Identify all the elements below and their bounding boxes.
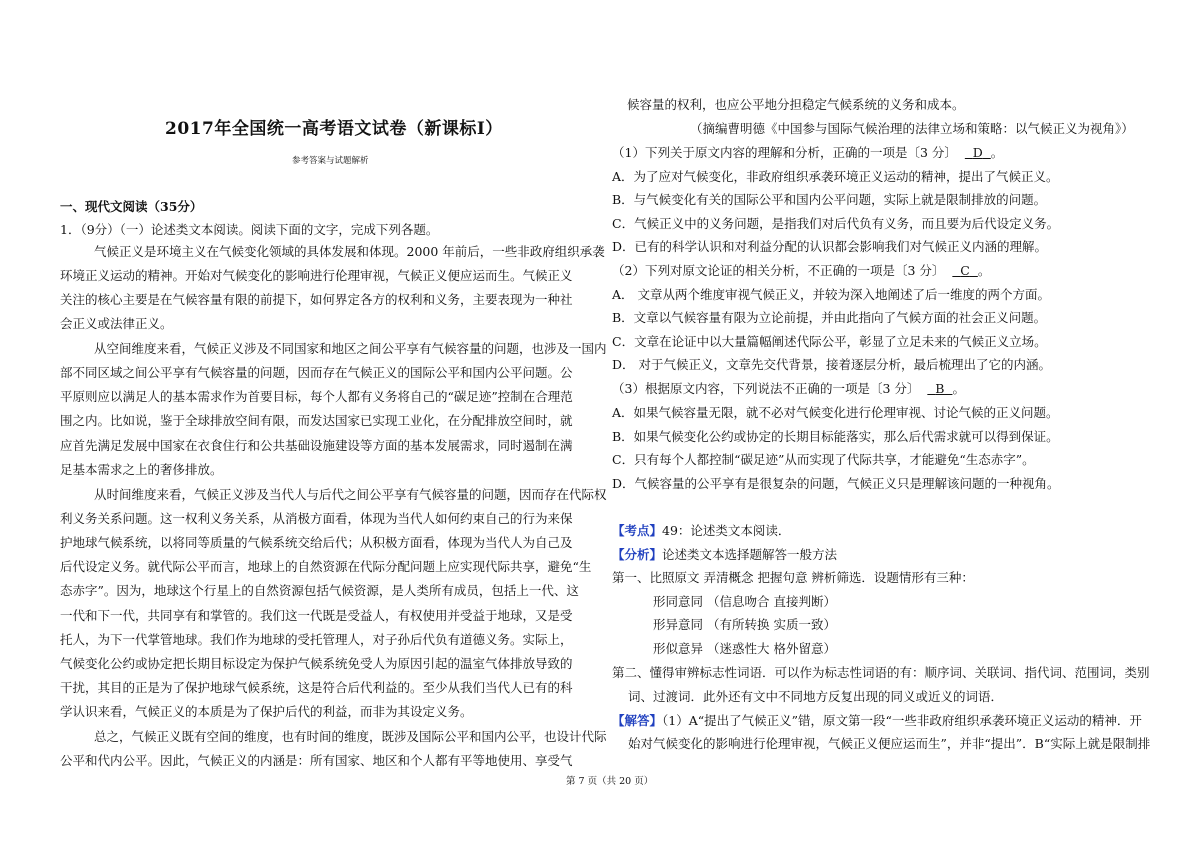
- question-intro: 1．（9分）（一）论述类文本阅读。阅读下面的文字，完成下列各题。: [60, 222, 439, 237]
- passage-line: 态赤字”。因为，地球这个行星上的自然资源包括气候资源，是人类所有成员，包括上一代、这: [60, 583, 579, 598]
- q1-option-b: B．与气候变化有关的国际公平和国内公平问题，实际上就是限制排放的问题。: [612, 192, 1047, 207]
- kaodian-text: 49：论述类文本阅读．: [662, 523, 791, 538]
- passage-line: 气候正义是环境主义在气候变化领域的具体发展和体现。2000 年前后，一些非政府组织承袭: [94, 244, 605, 259]
- question-1-stem: （1）下列关于原文内容的理解和分析，正确的一项是〔3 分〕 D 。: [612, 145, 1004, 160]
- passage-line: 一代和下一代，共同享有和掌管的。我们这一代既是受益人，有权使用并受益于地球，又是受: [60, 608, 573, 623]
- method-step-2-cont: 词、过渡词．此外还有文中不同地方反复出现的同义或近义的词语．: [628, 689, 1004, 704]
- q2-option-d: D． 对于气候正义，文章先交代背景，接着逐层分析，最后梳理出了它的内涵。: [612, 357, 1051, 372]
- q1-option-c: C．气候正义中的义务问题，是指我们对后代负有义务，而且要为后代设定义务。: [612, 216, 1060, 231]
- kaodian-row: [612, 522, 790, 539]
- q1-option-a: A．为了应对气候变化，非政府组织承袭环境正义运动的精神，提出了气候正义。: [612, 169, 1059, 184]
- passage-line: 公平和代内公平。因此，气候正义的内涵是：所有国家、地区和个人都有平等地使用、享受气: [60, 753, 573, 768]
- jieda-label: 【解答】: [612, 713, 663, 728]
- passage-line: 环境正义运动的精神。开始对气候变化的影响进行伦理审视，气候正义便应运而生。气候正义: [60, 268, 573, 283]
- passage-line: 护地球气候系统，以将同等质量的气候系统交给后代；从积极方面看，体现为当代人为自己及: [60, 535, 573, 550]
- question-3-answer: B: [935, 381, 945, 396]
- passage-line: 干扰，其目的正是为了保护地球气候系统，这是符合后代利益的。至少从我们当代人已有的科: [60, 680, 573, 695]
- method-case-1: 形同意同 （信息吻合 直接判断）: [653, 594, 836, 609]
- passage-line: 后代设定义务。就代际公平而言，地球上的自然资源在代际分配问题上应实现代际共享，避免“生: [60, 559, 592, 574]
- page-number: 第 7 页（共 20 页）: [566, 776, 654, 787]
- passage-line: 学认识来看，气候正义的本质是为了保护后代的利益，而非为其设定义务。: [60, 704, 473, 719]
- passage-line: 总之，气候正义既有空间的维度，也有时间的维度，既涉及国际公平和国内公平，也设计代际: [94, 729, 607, 744]
- question-2-answer: C: [960, 263, 970, 278]
- question-2-stem: （2）下列对原文论证的相关分析，不正确的一项是〔3 分〕 C 。: [612, 263, 991, 278]
- fenxi-text: 论述类文本选择题解答一般方法: [662, 547, 838, 562]
- passage-line: 关注的核心主要是在气候容量有限的前提下，如何界定各方的权利和义务，主要表现为一种社: [60, 292, 573, 307]
- q3-option-b: B．如果气候变化公约或协定的长期目标能落实，那么后代需求就可以得到保证。: [612, 429, 1059, 444]
- q3-option-c: C．只有每个人都控制“碳足迹”从而实现了代际共享，才能避免“生态赤字”。: [612, 452, 1035, 467]
- q1-option-d: D．已有的科学认识和对利益分配的认识都会影响我们对气候正义内涵的理解。: [612, 239, 1048, 254]
- method-step-2: 第二、懂得审辨标志性词语．可以作为标志性词语的有：顺序词、关联词、指代词、范围词，类别: [612, 665, 1150, 680]
- q3-option-a: A．如果气候容量无限，就不必对气候变化进行伦理审视、讨论气候的正义问题。: [612, 405, 1059, 420]
- passage-line: 足基本需求之上的奢侈排放。: [60, 462, 223, 477]
- jieda-row: [612, 712, 1142, 729]
- question-1-answer: D: [972, 145, 983, 160]
- passage-line: 从空间维度来看，气候正义涉及不同国家和地区之间公平享有气候容量的问题，也涉及一国内: [94, 341, 607, 356]
- q2-option-c: C．文章在论证中以大量篇幅阐述代际公平，彰显了立足未来的气候正义立场。: [612, 334, 1047, 349]
- page-subtitle: 参考答案与试题解析: [292, 156, 369, 166]
- page-title: 2017年全国统一高考语文试卷（新课标Ⅰ）: [165, 119, 503, 139]
- passage-line: 部不同区域之间公平享有气候容量的问题，因而存在气候正义的国际公平和国内公平问题。公: [60, 365, 573, 380]
- passage-line: 围之内。比如说，鉴于全球排放空间有限，而发达国家已实现工业化，在分配排放空间时，就: [60, 413, 573, 428]
- fenxi-label: 【分析】: [612, 547, 663, 562]
- q3-option-d: D．气候容量的公平享有是很复杂的问题，气候正义只是理解该问题的一种视角。: [612, 476, 1060, 491]
- method-case-3: 形似意异 （迷惑性大 格外留意）: [653, 641, 836, 656]
- passage-line: 托人，为下一代掌管地球。我们作为地球的受托管理人，对子孙后代负有道德义务。实际上，: [60, 632, 573, 647]
- section-heading: 一、现代文阅读（35分）: [60, 199, 203, 214]
- q2-option-a: A． 文章从两个维度审视气候正义，并较为深入地阐述了后一维度的两个方面。: [612, 287, 1051, 302]
- passage-continuation: 候容量的权利，也应公平地分担稳定气候系统的义务和成本。: [627, 97, 965, 112]
- passage-line: 平原则应以满足人的基本需求作为首要目标，每个人都有义务将自己的“碳足迹”控制在合理范: [60, 389, 573, 404]
- fenxi-row: [612, 546, 837, 563]
- question-3-stem: （3）根据原文内容，下列说法不正确的一项是〔3 分〕 B 。: [612, 381, 965, 396]
- passage-line: 气候变化公约或协定把长期目标设定为保护气候系统免受人为原因引起的温室气体排放导致的: [60, 656, 573, 671]
- kaodian-label: 【考点】: [612, 523, 663, 538]
- q2-option-b: B．文章以气候容量有限为立论前提，并由此指向了气候方面的社会正义问题。: [612, 310, 1047, 325]
- jieda-cont: 始对气候变化的影响进行伦理审视，气候正义便应运而生”，并非“提出”．B“实际上就是限制排: [628, 736, 1151, 751]
- passage-source: （摘编曹明德《中国参与国际气候治理的法律立场和策略：以气候正义为视角》）: [690, 121, 1134, 136]
- jieda-text: （1）A“提出了气候正义”错，原文第一段“一些非政府组织承袭环境正义运动的精神．开: [662, 713, 1142, 728]
- method-case-2: 形异意同 （有所转换 实质一致）: [653, 617, 836, 632]
- passage-line: 应首先满足发展中国家在衣食住行和公共基础设施建设等方面的基本发展需求，同时遏制在满: [60, 438, 573, 453]
- passage-line: 从时间维度来看，气候正义涉及当代人与后代之间公平享有气候容量的问题，因而存在代际权: [94, 487, 607, 502]
- passage-line: 利义务关系问题。这一权利义务关系，从消极方面看，体现为当代人如何约束自己的行为来保: [60, 511, 573, 526]
- method-step-1: 第一、比照原文 弄清概念 把握句意 辨析筛选．设题情形有三种：: [612, 570, 974, 585]
- passage-line: 会正义或法律正义。: [60, 316, 173, 331]
